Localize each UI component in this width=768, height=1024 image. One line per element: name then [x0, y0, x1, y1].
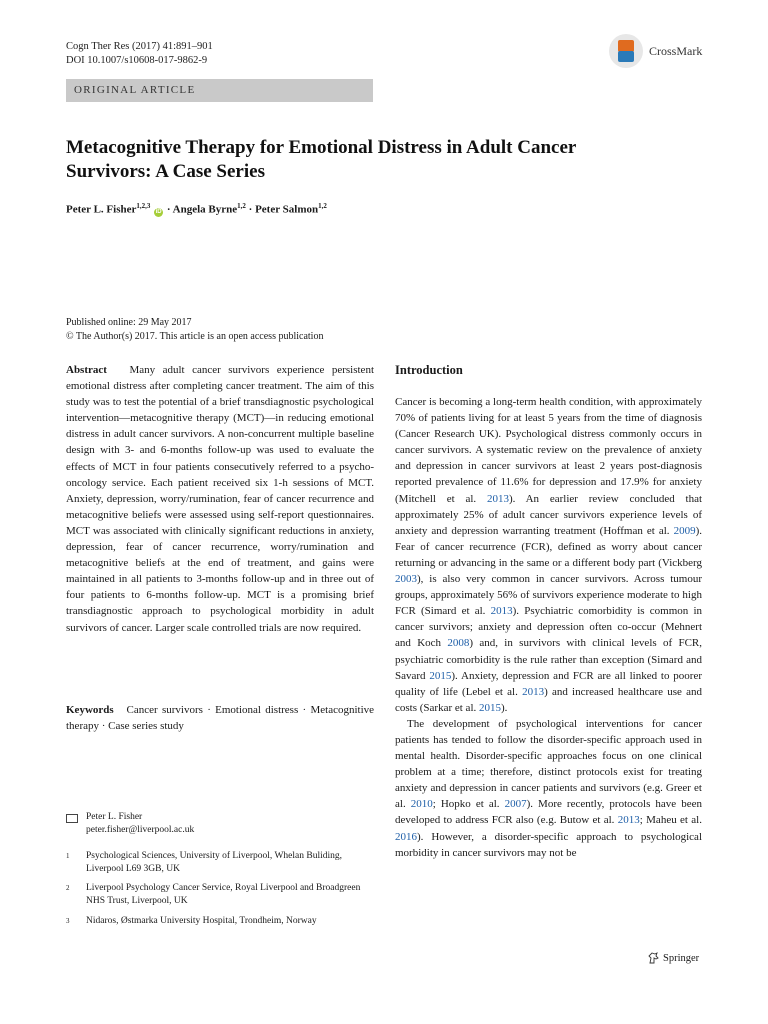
citation-link[interactable]: 2009 — [673, 524, 696, 537]
doi[interactable]: DOI 10.1007/s10608-017-9862-9 — [66, 55, 208, 66]
citation-link[interactable]: 2003 — [395, 573, 417, 586]
citation-link[interactable]: 2013 — [617, 814, 640, 827]
author-name[interactable]: Peter L. Fisher — [66, 203, 137, 216]
copyright-notice: © The Author(s) 2017. This article is an open access publication — [66, 331, 324, 342]
affiliation-item — [66, 882, 374, 908]
corresponding-email[interactable]: peter.fisher@liverpool.ac.uk — [86, 825, 195, 835]
article-title: Metacognitive Therapy for Emotional Distress in Adult Cancer Survivors: A Case Series — [66, 137, 576, 182]
author-affiliation-ref: 1,2 — [237, 202, 246, 210]
keywords — [66, 702, 374, 734]
affiliation-text: Psychological Sciences, University of Liverpool, Whelan Buliding, Liverpool L69 3GB, UK — [86, 851, 343, 874]
paragraph-text: Cancer is becoming a long-term health condition, with approximately 70% of patients living for at least 5 years from the time of diagnosis (Cancer Research UK). Psychological distress commonly occurs in cancer survivors. A systematic review on the prevalence of anxiety and depression in cancer survivors at least 2 years post-diagnosis reported prevalence of 11.6% for depression and 17.9% for anxiety (Mitchell et al. — [395, 396, 702, 505]
paragraph-text: ). However, a disorder-specific approach to psychological morbidity in cancer survivors may not be — [395, 830, 702, 859]
publisher-footer — [648, 952, 699, 964]
affiliation-item — [66, 915, 374, 928]
citation-link[interactable]: 2015 — [429, 669, 452, 682]
citation-link[interactable]: 2015 — [479, 701, 501, 714]
affiliation-text: Liverpool Psychology Cancer Service, Royal Liverpool and Broadgreen NHS Trust, Liverpool, UK — [86, 883, 361, 906]
affiliation-number: 3 — [66, 917, 70, 925]
springer-horse-icon — [648, 952, 659, 964]
paragraph — [395, 394, 702, 716]
corresponding-author: Peter L. Fisher — [86, 812, 143, 822]
paragraph-text: ). Fear of cancer recurrence (FCR), defined as worry about cancer returning or advancing in the same or a different body part (Vickberg — [395, 524, 702, 569]
paragraph-text: The development of psychological interventions for cancer patients has tended to follow the disorder-specific approach used in mental health. Disorder-specific approaches focus on one clinical problem at a time; therefore, distinct protocols exist for treating anxiety and depression in cancer patients and survivors (e.g. Greer et al. — [395, 717, 702, 811]
citation-link[interactable]: 2008 — [447, 637, 470, 650]
paragraph-text: ; Hopko et al. — [432, 798, 505, 811]
author-affiliation-ref: 1,2 — [318, 202, 327, 210]
paragraph-text: ). An earlier review concluded that approximately 25% of adult cancer survivors experience levels of anxiety and depression warranting treatment (Hoffman et al. — [395, 492, 703, 537]
paragraph-text: ) and increased healthcare use and costs (Sarkar et al. — [395, 685, 702, 714]
citation-link[interactable]: 2007 — [504, 798, 527, 811]
affiliation-item — [66, 850, 374, 876]
keywords-text: Cancer survivors · Emotional distress · Metacognitive therapy · Case series study — [66, 704, 375, 733]
paragraph-text: ), is also very common in cancer survivors. Across tumour groups, approximately 56% of survivors experience moderate to high FCR (Simard et al. — [395, 573, 702, 618]
paragraph-text: ) and, in survivors with clinical levels of FCR, psychiatric comorbidity is the rule rather than exception (Simard and Savard — [395, 637, 702, 682]
citation-link[interactable]: 2010 — [410, 798, 433, 811]
paragraph-text: ). Anxiety, depression and FCR are all linked to poorer quality of life (Lebel et al. — [395, 669, 702, 698]
author-list — [66, 202, 327, 217]
abstract — [66, 362, 374, 636]
journal-meta — [66, 40, 213, 68]
paragraph-text: ). — [501, 701, 508, 714]
citation-link[interactable]: 2013 — [487, 492, 509, 505]
journal-citation: Cogn Ther Res (2017) 41:891–901 — [66, 41, 213, 52]
article-type: ORIGINAL ARTICLE — [74, 84, 196, 96]
affiliation-number: 2 — [66, 884, 70, 892]
envelope-icon — [66, 814, 78, 823]
publication-info — [66, 316, 323, 344]
abstract-label: Abstract — [66, 364, 107, 376]
author-affiliation-ref: 1,2,3 — [136, 202, 151, 210]
author-name[interactable]: Peter Salmon — [255, 203, 319, 216]
abstract-text: Many adult cancer survivors experience persistent emotional distress after completing cancer treatment. The aim of this study was to test the potential of a brief transdiagnostic psychological intervention—metacognitive therapy (MCT)—in reducing emotional distress in adult cancer survivors. A non-concurrent multiple baseline design with 3- and 6-months follow-up was used to evaluate the effects of MCT in four patients consecutively referred to a psycho-oncology service. Each patient received six 1-h sessions of MCT. Anxiety, depression, worry/rumination, fear of cancer recurrence and metacognitive beliefs were assessed using self-report questionnaires. MCT was associated with clinically significant reductions in anxiety, depression, fear of cancer recurrence, worry/rumination and metacognitive beliefs at the end of treatment, and gains were maintained in all patients to 3-months follow-up and in three out of four patients to 6-months follow-up. MCT is a promising brief transdiagnostic approach to psychological morbidity in adult survivors of cancer. Larger scale controlled trials are now required. — [66, 364, 375, 634]
citation-link[interactable]: 2016 — [395, 830, 417, 843]
author-name[interactable]: Angela Byrne — [172, 203, 238, 216]
keywords-label: Keywords — [66, 704, 114, 716]
published-date: Published online: 29 May 2017 — [66, 317, 192, 328]
correspondence — [66, 811, 374, 837]
paragraph-text: ; Maheu et al. — [639, 814, 702, 827]
author-separator: · — [245, 203, 256, 216]
article-type-banner — [66, 79, 373, 102]
citation-link[interactable]: 2013 — [490, 605, 513, 618]
author-separator: · — [164, 203, 173, 216]
citation-link[interactable]: 2013 — [522, 685, 545, 698]
introduction-body — [395, 394, 702, 861]
affiliation-text: Nidaros, Østmarka University Hospital, Trondheim, Norway — [86, 916, 317, 926]
affiliation-number: 1 — [66, 852, 70, 860]
publisher-name: Springer — [663, 952, 700, 964]
section-heading: Introduction — [395, 363, 463, 377]
crossmark-icon — [609, 34, 643, 68]
crossmark-label: CrossMark — [649, 43, 703, 58]
paragraph-text: ). Psychiatric comorbidity is common in cancer survivors; anxiety and depression often co-occur (Mehnert and Koch — [395, 605, 702, 650]
crossmark-badge[interactable] — [609, 33, 719, 69]
paragraph-text: ). More recently, protocols have been developed to address FCR also (e.g. Butow et al. — [395, 798, 702, 827]
orcid-icon[interactable]: iD — [155, 208, 162, 215]
paragraph — [395, 716, 702, 861]
